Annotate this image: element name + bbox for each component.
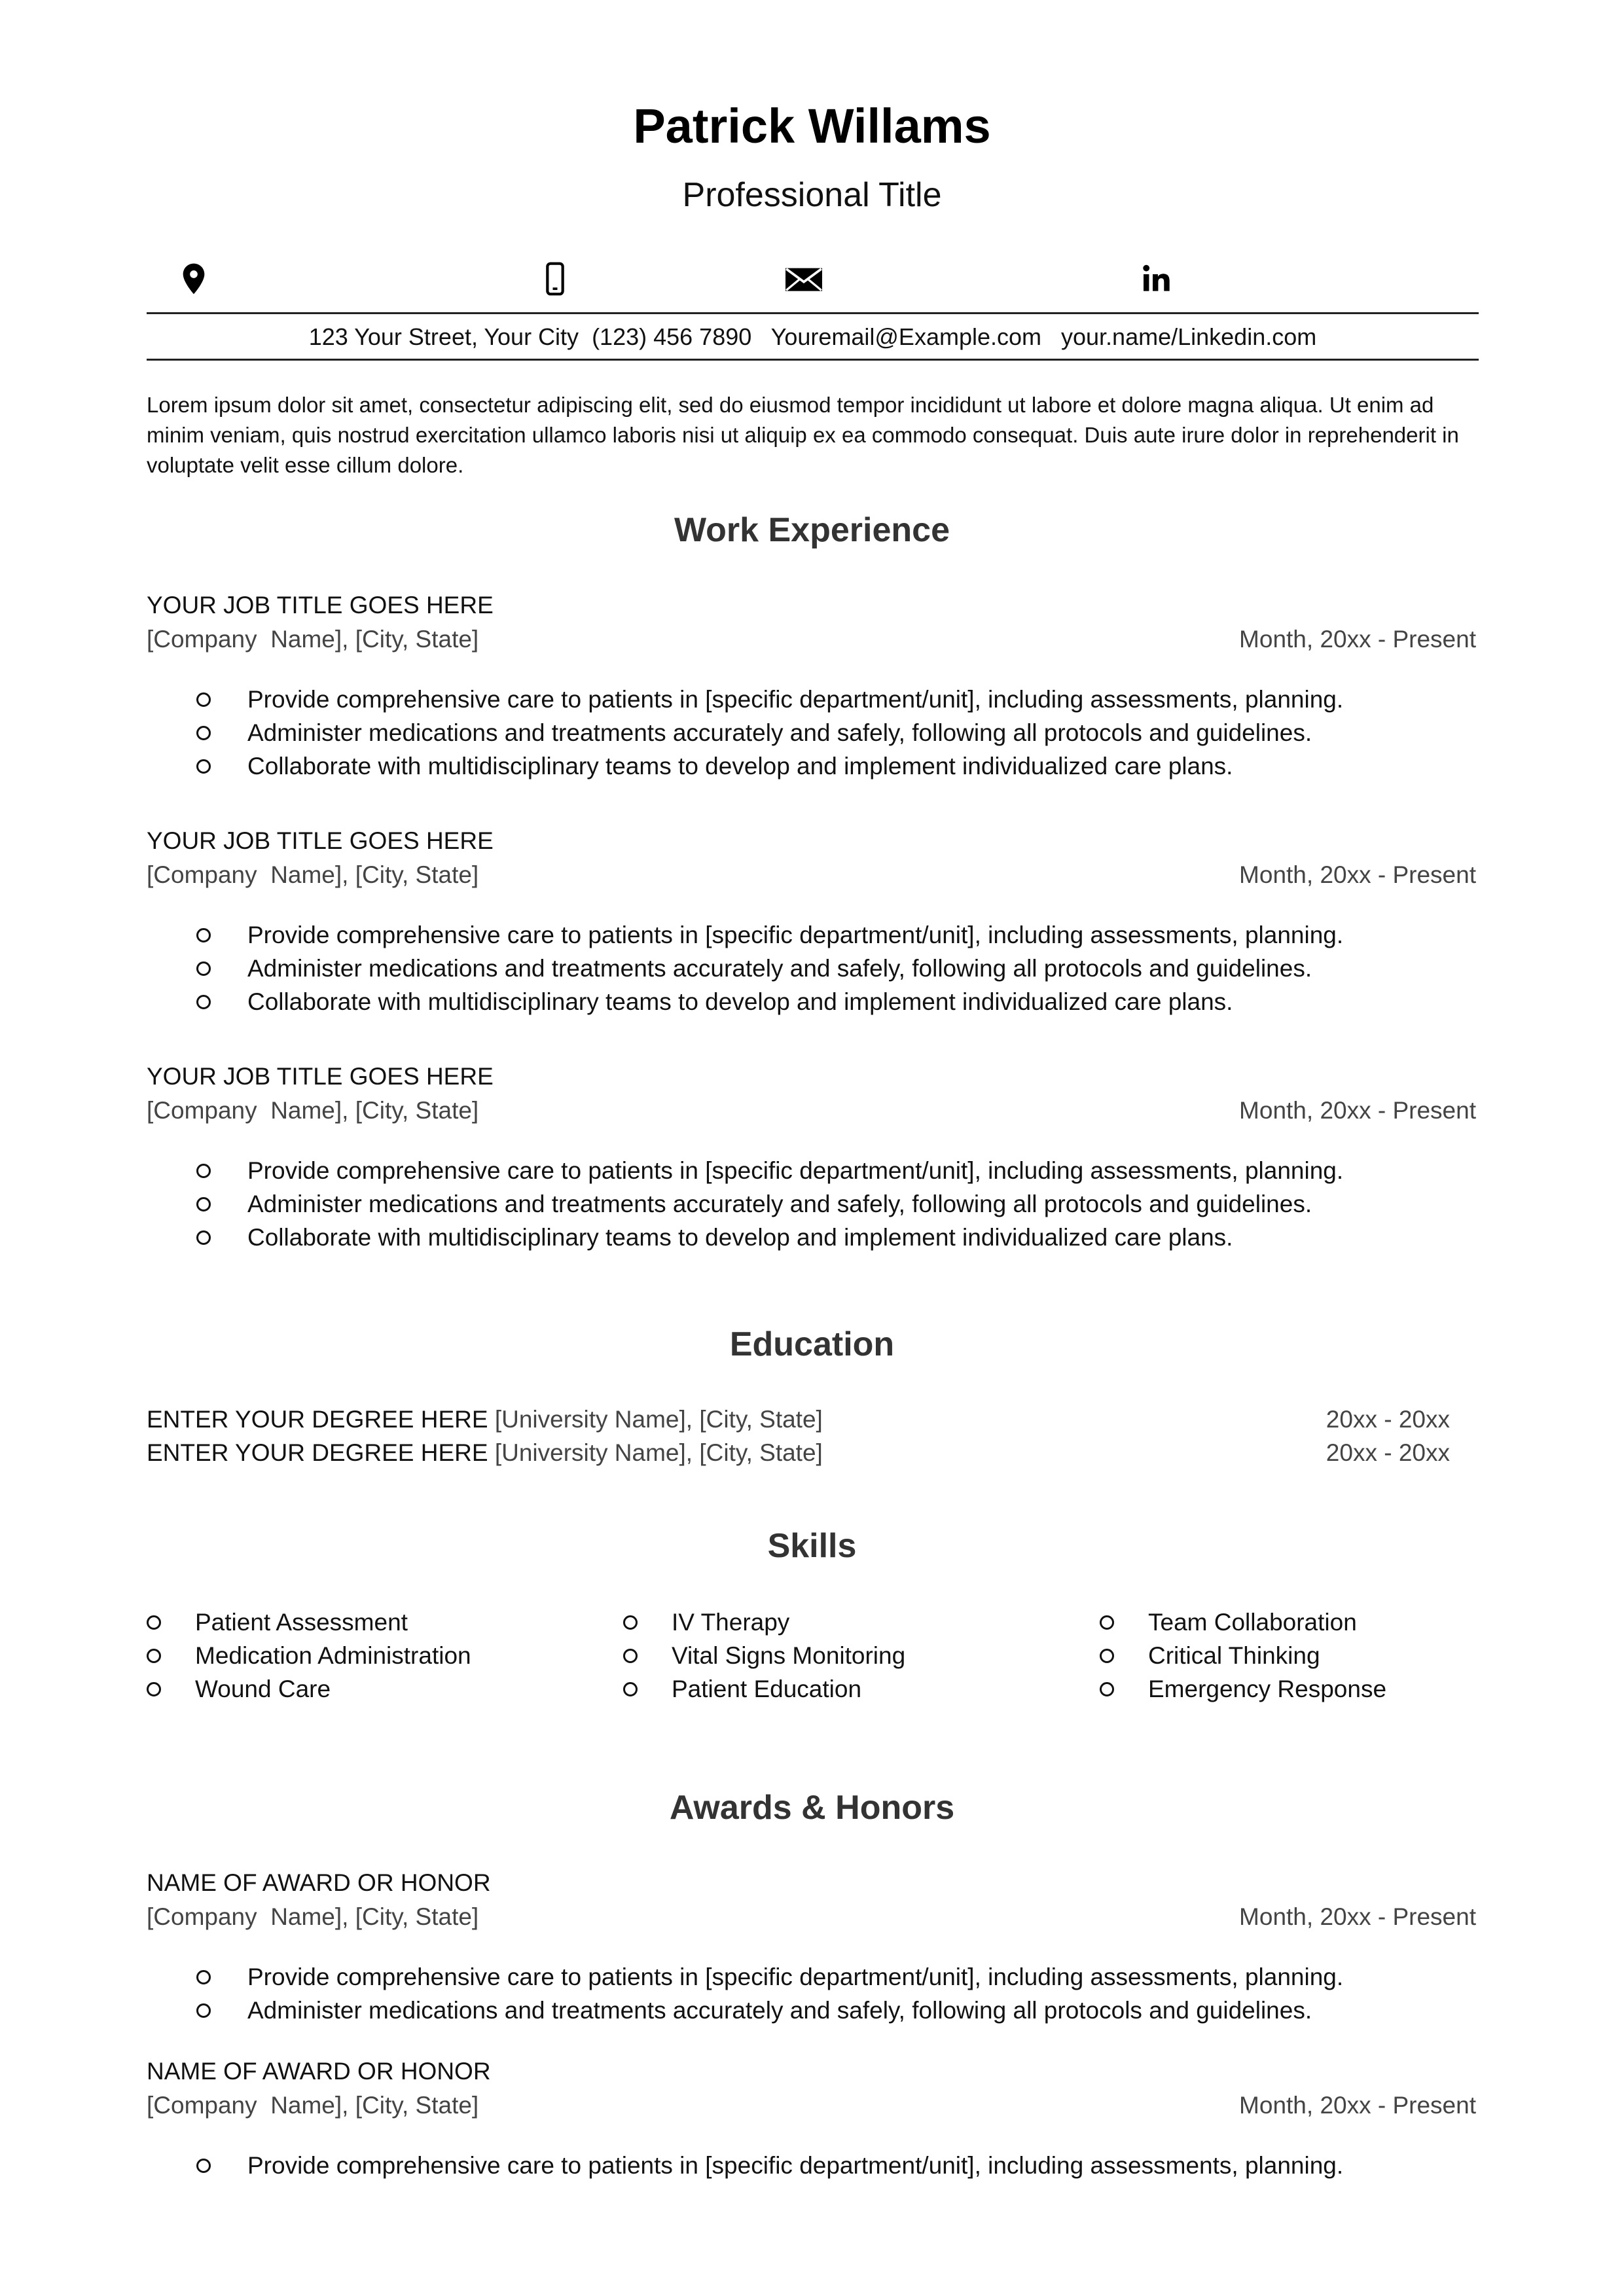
- award-dates: Month, 20xx - Present: [1239, 2092, 1476, 2119]
- bullet-circle-icon: [1100, 1682, 1114, 1696]
- education-entry: ENTER YOUR DEGREE HERE [University Name], [City, State]: [147, 1406, 823, 1433]
- job-bullet: Administer medications and treatments accurately and safely, following all protocols and guidelines.: [196, 719, 1312, 747]
- bullet-circle-icon: [196, 759, 211, 774]
- bullet-circle-icon: [196, 1164, 211, 1178]
- award-bullet: Provide comprehensive care to patients in [specific department/unit], including assessments, planning.: [196, 2152, 1343, 2179]
- skill-item: Patient Assessment: [147, 1609, 408, 1636]
- bullet-circle-icon: [1100, 1649, 1114, 1663]
- job-company: [Company Name], [City, State]: [147, 861, 479, 888]
- job-company: [Company Name], [City, State]: [147, 1097, 479, 1124]
- job-bullet: Collaborate with multidisciplinary teams to develop and implement individualized care plans.: [196, 988, 1233, 1016]
- job-title: YOUR JOB TITLE GOES HERE: [147, 827, 494, 854]
- award-title: NAME OF AWARD OR HONOR: [147, 1869, 491, 1896]
- skills-heading: Skills: [767, 1527, 857, 1565]
- skill-item: Emergency Response: [1100, 1676, 1386, 1703]
- bullet-circle-icon: [147, 1615, 161, 1630]
- bullet-circle-icon: [196, 692, 211, 707]
- candidate-name: Patrick Willams: [633, 99, 991, 153]
- contact-top-divider: [147, 312, 1479, 314]
- skill-item: Wound Care: [147, 1676, 331, 1703]
- contact-bottom-divider: [147, 359, 1479, 361]
- bullet-circle-icon: [623, 1615, 638, 1630]
- job-bullet: Collaborate with multidisciplinary teams to develop and implement individualized care plans.: [196, 753, 1233, 780]
- skill-item: Patient Education: [623, 1676, 861, 1703]
- bullet-circle-icon: [147, 1649, 161, 1663]
- bullet-circle-icon: [196, 1970, 211, 1984]
- contact-line: 123 Your Street, Your City (123) 456 7890 Youremail@Example.com your.name/Linkedin.com: [308, 323, 1317, 350]
- job-title: YOUR JOB TITLE GOES HERE: [147, 1063, 494, 1090]
- summary-paragraph: Lorem ipsum dolor sit amet, consectetur adipiscing elit, sed do eiusmod tempor incididunt ut labore et dolore magna aliqua. Ut enim ad minim veniam, quis nostrud exercitation ullamco laboris nisi ut aliquip ex ea commodo consequat. Duis aute irure dolor in reprehenderit in voluptate velit esse cillum dolore.: [147, 393, 1459, 477]
- job-dates: Month, 20xx - Present: [1239, 861, 1476, 888]
- phone-icon: [537, 260, 573, 297]
- bullet-circle-icon: [196, 2003, 211, 2018]
- skill-item: Team Collaboration: [1100, 1609, 1357, 1636]
- bullet-circle-icon: [196, 2159, 211, 2173]
- bullet-circle-icon: [1100, 1615, 1114, 1630]
- bullet-circle-icon: [623, 1649, 638, 1663]
- job-bullet: Provide comprehensive care to patients in [specific department/unit], including assessments, planning.: [196, 686, 1343, 713]
- skill-item: Medication Administration: [147, 1642, 471, 1670]
- skill-item: IV Therapy: [623, 1609, 789, 1636]
- award-bullet: Administer medications and treatments accurately and safely, following all protocols and guidelines.: [196, 1997, 1312, 2024]
- award-company: [Company Name], [City, State]: [147, 2092, 479, 2119]
- education-dates: 20xx - 20xx: [1326, 1439, 1450, 1466]
- job-dates: Month, 20xx - Present: [1239, 1097, 1476, 1124]
- job-dates: Month, 20xx - Present: [1239, 626, 1476, 653]
- education-entry: ENTER YOUR DEGREE HERE [University Name], [City, State]: [147, 1439, 823, 1466]
- job-bullet: Collaborate with multidisciplinary teams to develop and implement individualized care plans.: [196, 1224, 1233, 1251]
- professional-title: Professional Title: [682, 176, 942, 214]
- work-experience-heading: Work Experience: [674, 511, 950, 549]
- job-bullet: Administer medications and treatments accurately and safely, following all protocols and guidelines.: [196, 955, 1312, 982]
- bullet-circle-icon: [196, 726, 211, 740]
- bullet-circle-icon: [196, 995, 211, 1009]
- bullet-circle-icon: [196, 928, 211, 942]
- job-bullet: Provide comprehensive care to patients in [specific department/unit], including assessments, planning.: [196, 922, 1343, 949]
- bullet-circle-icon: [623, 1682, 638, 1696]
- job-company: [Company Name], [City, State]: [147, 626, 479, 653]
- bullet-circle-icon: [196, 1230, 211, 1245]
- job-bullet: Administer medications and treatments accurately and safely, following all protocols and guidelines.: [196, 1191, 1312, 1218]
- education-dates: 20xx - 20xx: [1326, 1406, 1450, 1433]
- education-heading: Education: [729, 1325, 895, 1363]
- award-title: NAME OF AWARD OR HONOR: [147, 2058, 491, 2085]
- skill-item: Critical Thinking: [1100, 1642, 1320, 1670]
- bullet-circle-icon: [196, 1197, 211, 1211]
- location-icon: [175, 260, 212, 297]
- job-bullet: Provide comprehensive care to patients in [specific department/unit], including assessments, planning.: [196, 1157, 1343, 1185]
- award-company: [Company Name], [City, State]: [147, 1903, 479, 1930]
- linkedin-icon: [1139, 260, 1176, 297]
- bullet-circle-icon: [147, 1682, 161, 1696]
- skill-item: Vital Signs Monitoring: [623, 1642, 905, 1670]
- award-dates: Month, 20xx - Present: [1239, 1903, 1476, 1930]
- email-icon: [784, 260, 824, 297]
- bullet-circle-icon: [196, 961, 211, 976]
- job-title: YOUR JOB TITLE GOES HERE: [147, 592, 494, 619]
- award-bullet: Provide comprehensive care to patients in [specific department/unit], including assessments, planning.: [196, 1964, 1343, 1991]
- awards-heading: Awards & Honors: [669, 1789, 955, 1827]
